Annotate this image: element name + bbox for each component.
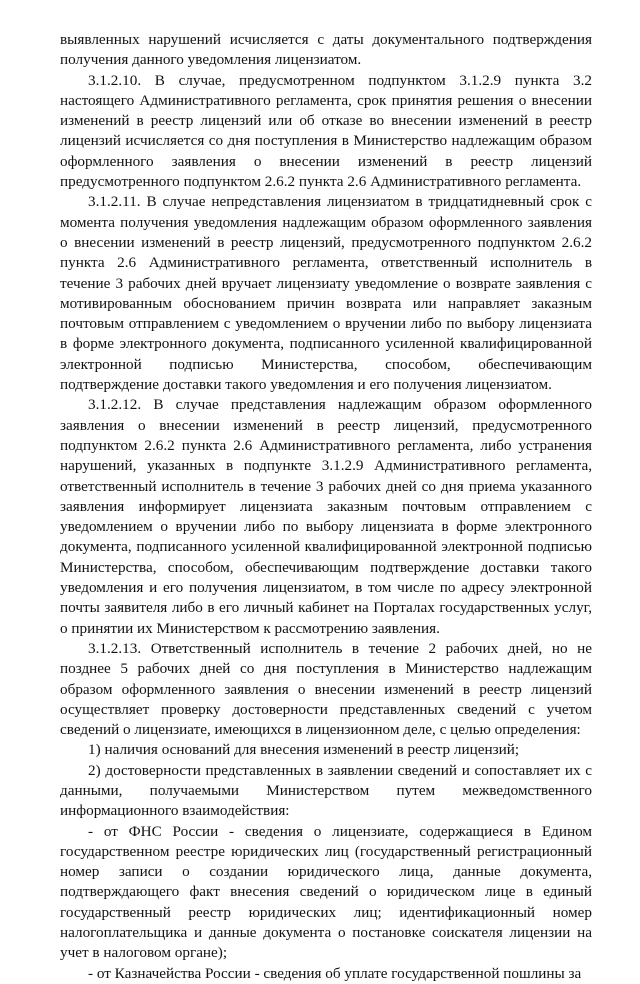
list-item-1: 1) наличия оснований для внесения изменений в реестр лицензий;: [88, 741, 520, 759]
paragraph-3-1-2-13: 3.1.2.13. Ответственный исполнитель в течение 2 рабочих дней, но не позднее 5 рабочих дней со дня поступления в Министерство надлежащим образом оформленного заявления о внесении изменений в реестр лицензий осуществляет проверку достоверности представленных сведений с учетом сведений о лицензиате, имеющихся в лицензионном деле, с целью определения:: [60, 639, 592, 739]
list-item-2: 2) достоверности представленных в заявлении сведений и сопоставляет их с данными, получаемыми Министерством путем межведомственного информационного взаимодействия:: [60, 761, 592, 820]
paragraph-3-1-2-12: 3.1.2.12. В случае представления надлежащим образом оформленного заявления о внесении изменений в реестр лицензий, предусмотренного подпунктом 2.6.2 пункта 2.6 Административного регламента, либо устранения нарушений, указанных в подпункте 3.1.2.9 Административного регламента, ответственный исполнитель в течение 3 рабочих дней со дня приема указанного заявления информирует лицензиата заказным почтовым отправлением с уведомлением о вручении либо по выбору лицензиата в форме электронного документа, подписанного усиленной квалифицированной электронной подписью Министерства, способом, обеспечивающим подтверждение доставки такого уведомления и его получения лицензиатом, в том числе по адресу электронной почты заявителя либо в его личный кабинет на Порталах государственных услуг, о принятии их Министерством к рассмотрению заявления.: [60, 396, 592, 637]
dash-item-treasury: - от Казначейства России - сведения об уплате государственной пошлины за: [88, 964, 582, 982]
paragraph-continuation: выявленных нарушений исчисляется с даты документального подтверждения получения данного уведомления лицензиатом.: [60, 31, 592, 69]
paragraph-3-1-2-10: 3.1.2.10. В случае, предусмотренном подпунктом 3.1.2.9 пункта 3.2 настоящего Административного регламента, срок принятия решения о внесении изменений в реестр лицензий или об отказе во внесении изменений в реестр лицензий исчисляется со дня поступления в Министерство надлежащим образом оформленного заявления о внесении изменений в реестр лицензий предусмотренного подпунктом 2.6.2 пункта 2.6 Административного регламента.: [60, 71, 592, 191]
dash-item-fns: - от ФНС России - сведения о лицензиате, содержащиеся в Едином государственном реестре юридических лиц (государственный регистрационный номер записи о создании юридического лица, данные документа, подтверждающего факт внесения сведений о юридическом лице в единый государственный реестр юридических лиц; идентификационный номер налогоплательщика и данные документа о постановке соискателя лицензии на учет в налоговом органе);: [60, 822, 592, 962]
paragraph-3-1-2-11: 3.1.2.11. В случае непредставления лицензиатом в тридцатидневный срок с момента получения уведомления надлежащим образом оформленного заявления о внесении изменений в реестр лицензий, предусмотренного подпунктом 2.6.2 пункта 2.6 Административного регламента, ответственный исполнитель в течение 3 рабочих дней вручает лицензиату уведомление о возврате заявления с мотивированным обоснованием причин возврата или направляет заказным почтовым отправлением с уведомлением о вручении либо по выбору лицензиата в форме электронного документа, подписанного усиленной квалифицированной электронной подписью Министерства, способом, обеспечивающим подтверждение доставки такого уведомления и его получения лицензиатом.: [60, 193, 592, 394]
